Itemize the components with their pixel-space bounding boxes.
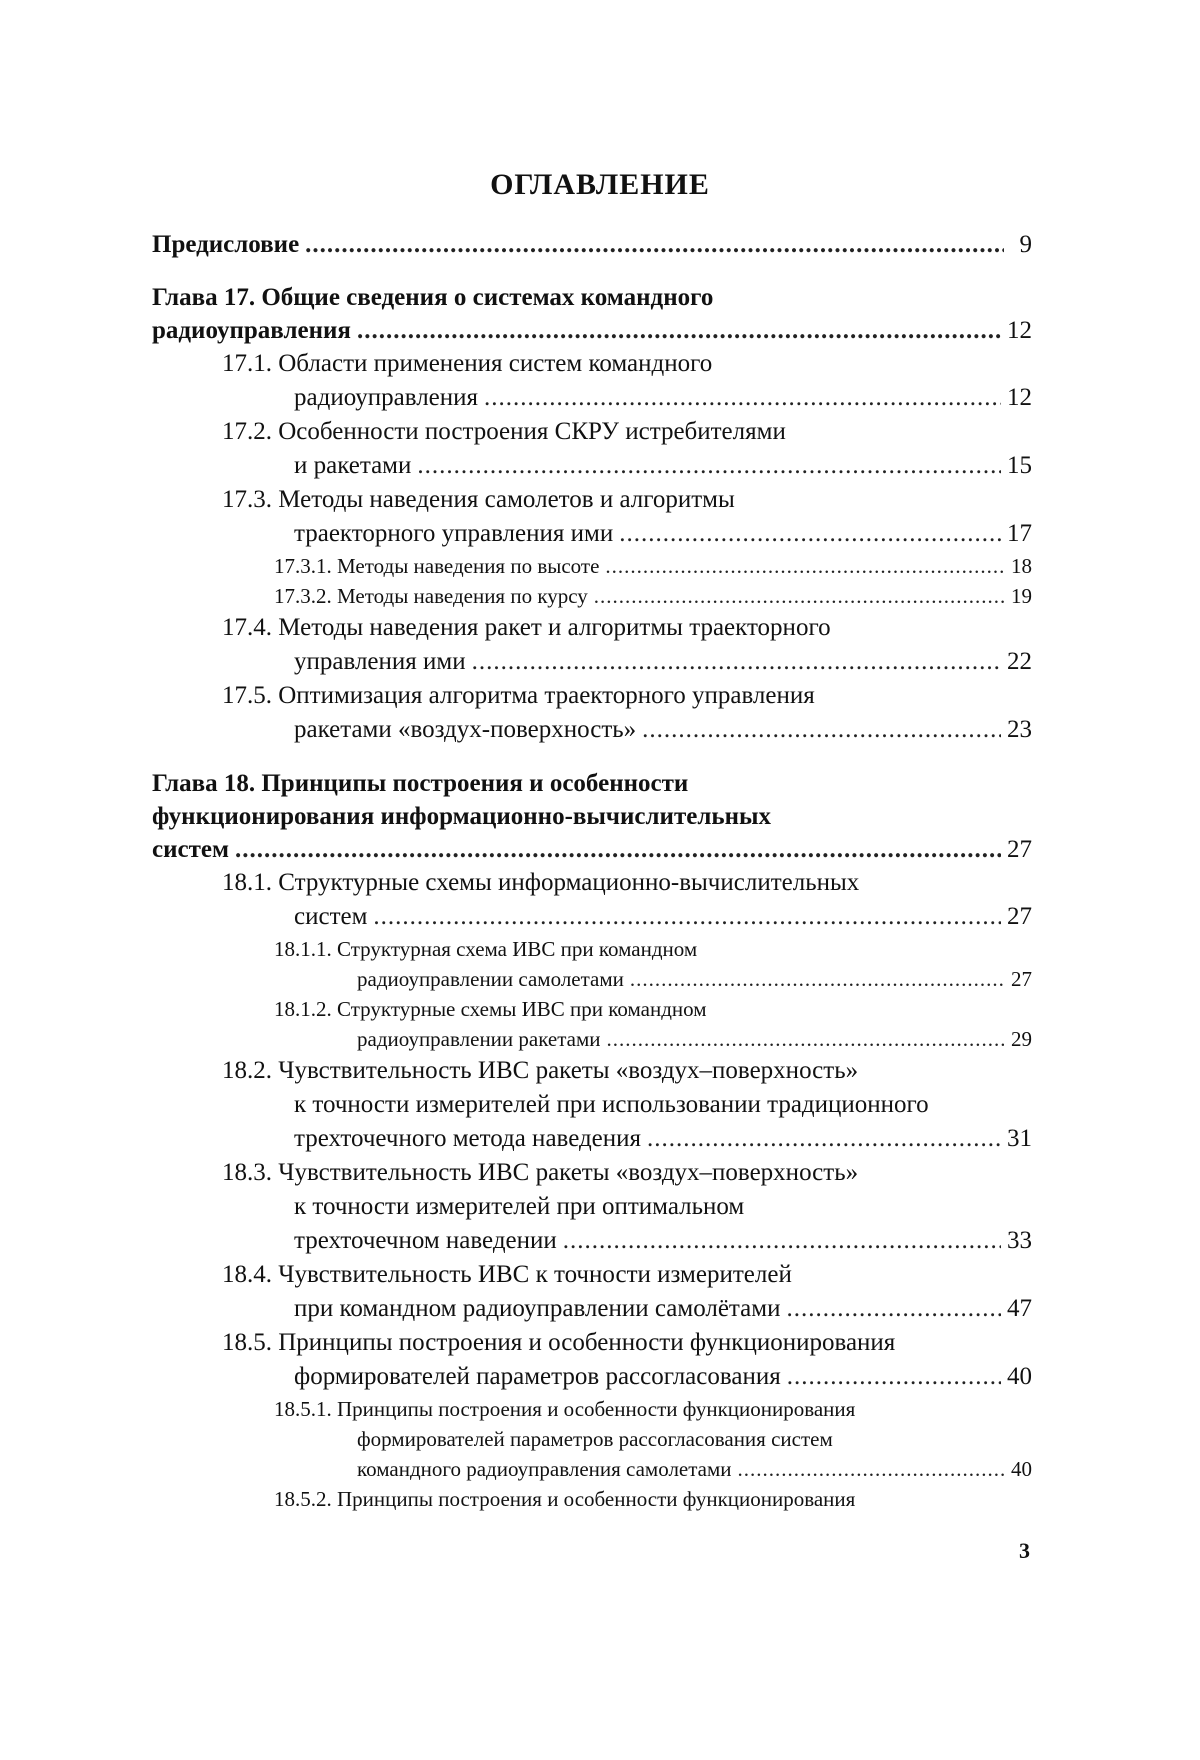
dot-leader [786, 1292, 1001, 1326]
toc-entry-line: радиоуправления [294, 384, 479, 411]
dot-leader [607, 1024, 1004, 1054]
toc-entry[interactable] [152, 483, 1032, 551]
toc-entry-line: 17.2. Особенности построения СКРУ истребителями [222, 418, 786, 445]
toc-entry-row [152, 581, 1032, 611]
dot-leader [787, 1360, 1001, 1394]
dot-leader [305, 228, 1004, 261]
toc-entry-row [152, 1484, 1032, 1514]
dot-leader [563, 1224, 1001, 1258]
dot-leader [647, 1122, 1001, 1156]
toc-page-number: 27 [1007, 836, 1032, 863]
toc-entry-line: систем [294, 903, 368, 930]
toc-entry-line: управления ими [294, 648, 466, 675]
dot-leader [605, 551, 1004, 581]
toc-entry-line: командного радиоуправления самолетами [357, 1457, 732, 1481]
toc-entry-line: к точности измерителей при использовании традиционного [294, 1091, 929, 1118]
toc-page-number: 12 [1007, 384, 1032, 411]
toc-entry-row [152, 1024, 1032, 1054]
toc-page-number: 17 [1007, 520, 1032, 547]
dot-leader [619, 517, 1001, 551]
toc-entry-line: радиоуправлении самолетами [357, 967, 624, 991]
toc-entry-row [152, 964, 1032, 994]
toc-entry-row [152, 449, 1032, 483]
toc-entry-row [152, 1122, 1032, 1156]
toc-entry-line: 17.3. Методы наведения самолетов и алгоритмы [222, 486, 735, 513]
toc-page-number: 31 [1007, 1125, 1032, 1152]
toc-entry-row [152, 314, 1032, 347]
toc-entry-line: формирователей параметров рассогласования [294, 1363, 781, 1390]
toc-entry-line: функционирования информационно-вычислительных [152, 803, 771, 830]
toc-page-number: 47 [1007, 1295, 1032, 1322]
toc-entry-line: 17.4. Методы наведения ракет и алгоритмы траекторного [222, 614, 831, 641]
toc-entry-line: 17.1. Области применения систем командного [222, 350, 713, 377]
toc-page-number: 23 [1007, 716, 1032, 743]
toc-entry-row [152, 1454, 1032, 1484]
toc-entry-row [152, 1292, 1032, 1326]
toc-entry[interactable] [152, 934, 1032, 994]
toc-entry[interactable] [152, 1156, 1032, 1258]
dot-leader [484, 381, 1001, 415]
toc-entry-line: 18.4. Чувствительность ИВС к точности измерителей [222, 1261, 792, 1288]
toc-entry-row [152, 381, 1032, 415]
page-title: ОГЛАВЛЕНИЕ [490, 168, 710, 201]
toc-entry[interactable] [152, 1054, 1032, 1156]
toc-entry-row [152, 228, 1032, 261]
dot-leader [417, 449, 1001, 483]
toc-entry-line: 17.3.2. Методы наведения по курсу [274, 584, 588, 608]
dot-leader [235, 833, 1001, 866]
toc-entry-line: 18.5.1. Принципы построения и особенности функционирования [274, 1397, 856, 1421]
toc-entry[interactable] [152, 679, 1032, 747]
toc-entry-line: 18.1.1. Структурная схема ИВС при командном [274, 937, 698, 961]
toc-entry[interactable] [152, 347, 1032, 415]
toc-entry[interactable] [152, 281, 1032, 347]
toc-entry[interactable] [152, 866, 1032, 934]
toc-entry-row [152, 645, 1032, 679]
toc-page-number: 27 [1011, 967, 1032, 991]
toc-entry[interactable] [152, 767, 1032, 866]
toc-page-number: 40 [1007, 1363, 1032, 1390]
toc-entry-line: траекторного управления ими [294, 520, 614, 547]
toc-entry-line: Глава 17. Общие сведения о системах командного [152, 284, 714, 311]
toc-entry-line: радиоуправления [152, 317, 351, 344]
dot-leader [594, 581, 1004, 611]
toc-entry-row [152, 713, 1032, 747]
table-of-contents [152, 228, 1032, 1514]
section-gap [152, 261, 1032, 281]
toc-page-number: 22 [1007, 648, 1032, 675]
toc-entry-row [152, 833, 1032, 866]
toc-entry-line: радиоуправлении ракетами [357, 1027, 601, 1051]
toc-entry-line: систем [152, 836, 230, 863]
toc-entry-line: 18.1. Структурные схемы информационно-вычислительных [222, 869, 860, 896]
page-number: 3 [1019, 1538, 1030, 1563]
toc-entry-row [152, 900, 1032, 934]
toc-entry[interactable] [152, 228, 1032, 261]
toc-page-number: 18 [1011, 554, 1032, 578]
toc-entry-line: 18.5.2. Принципы построения и особенности функционирования [274, 1487, 856, 1511]
toc-entry[interactable] [152, 581, 1032, 611]
toc-page-number: 33 [1007, 1227, 1032, 1254]
toc-entry[interactable] [152, 611, 1032, 679]
toc-entry[interactable] [152, 1484, 1032, 1514]
toc-entry-row [152, 551, 1032, 581]
toc-entry-line: трехточечном наведении [294, 1227, 557, 1254]
dot-leader [373, 900, 1001, 934]
toc-entry-line: 18.2. Чувствительность ИВС ракеты «воздух–поверхность» [222, 1057, 859, 1084]
toc-page-number: 27 [1007, 903, 1032, 930]
toc-entry-line: 17.3.1. Методы наведения по высоте [274, 554, 600, 578]
toc-entry[interactable] [152, 1258, 1032, 1326]
section-gap [152, 747, 1032, 767]
toc-entry-line: Глава 18. Принципы построения и особенности [152, 770, 689, 797]
toc-entry-line: 18.1.2. Структурные схемы ИВС при командном [274, 997, 707, 1021]
toc-entry-row [152, 1224, 1032, 1258]
toc-entry[interactable] [152, 551, 1032, 581]
toc-entry-line: Предисловие [152, 231, 300, 258]
toc-entry-line: трехточечного метода наведения [294, 1125, 642, 1152]
toc-page-number: 12 [1007, 317, 1032, 344]
toc-entry-row [152, 517, 1032, 551]
toc-page-number: 19 [1011, 584, 1032, 608]
toc-entry-line: при командном радиоуправлении самолётами [294, 1295, 781, 1322]
dot-leader [630, 964, 1004, 994]
toc-entry-line: формирователей параметров рассогласования систем [357, 1427, 833, 1451]
toc-page-number: 15 [1007, 452, 1032, 479]
dot-leader [738, 1454, 1004, 1484]
dot-leader [642, 713, 1001, 747]
dot-leader [472, 645, 1001, 679]
dot-leader [357, 314, 1001, 347]
toc-entry-line: и ракетами [294, 452, 412, 479]
toc-entry[interactable] [152, 415, 1032, 483]
toc-entry[interactable] [152, 994, 1032, 1054]
toc-entry[interactable] [152, 1326, 1032, 1394]
toc-entry-line: ракетами «воздух-поверхность» [294, 716, 637, 743]
toc-entry-line: к точности измерителей при оптимальном [294, 1193, 745, 1220]
toc-entry-row [152, 1360, 1032, 1394]
toc-page-number: 40 [1011, 1457, 1032, 1481]
toc-entry[interactable] [152, 1394, 1032, 1484]
toc-entry-line: 18.3. Чувствительность ИВС ракеты «воздух–поверхность» [222, 1159, 859, 1186]
toc-entry-line: 18.5. Принципы построения и особенности функционирования [222, 1329, 896, 1356]
toc-page-number: 9 [1019, 231, 1032, 258]
toc-entry-line: 17.5. Оптимизация алгоритма траекторного управления [222, 682, 815, 709]
toc-page-number: 29 [1011, 1027, 1032, 1051]
